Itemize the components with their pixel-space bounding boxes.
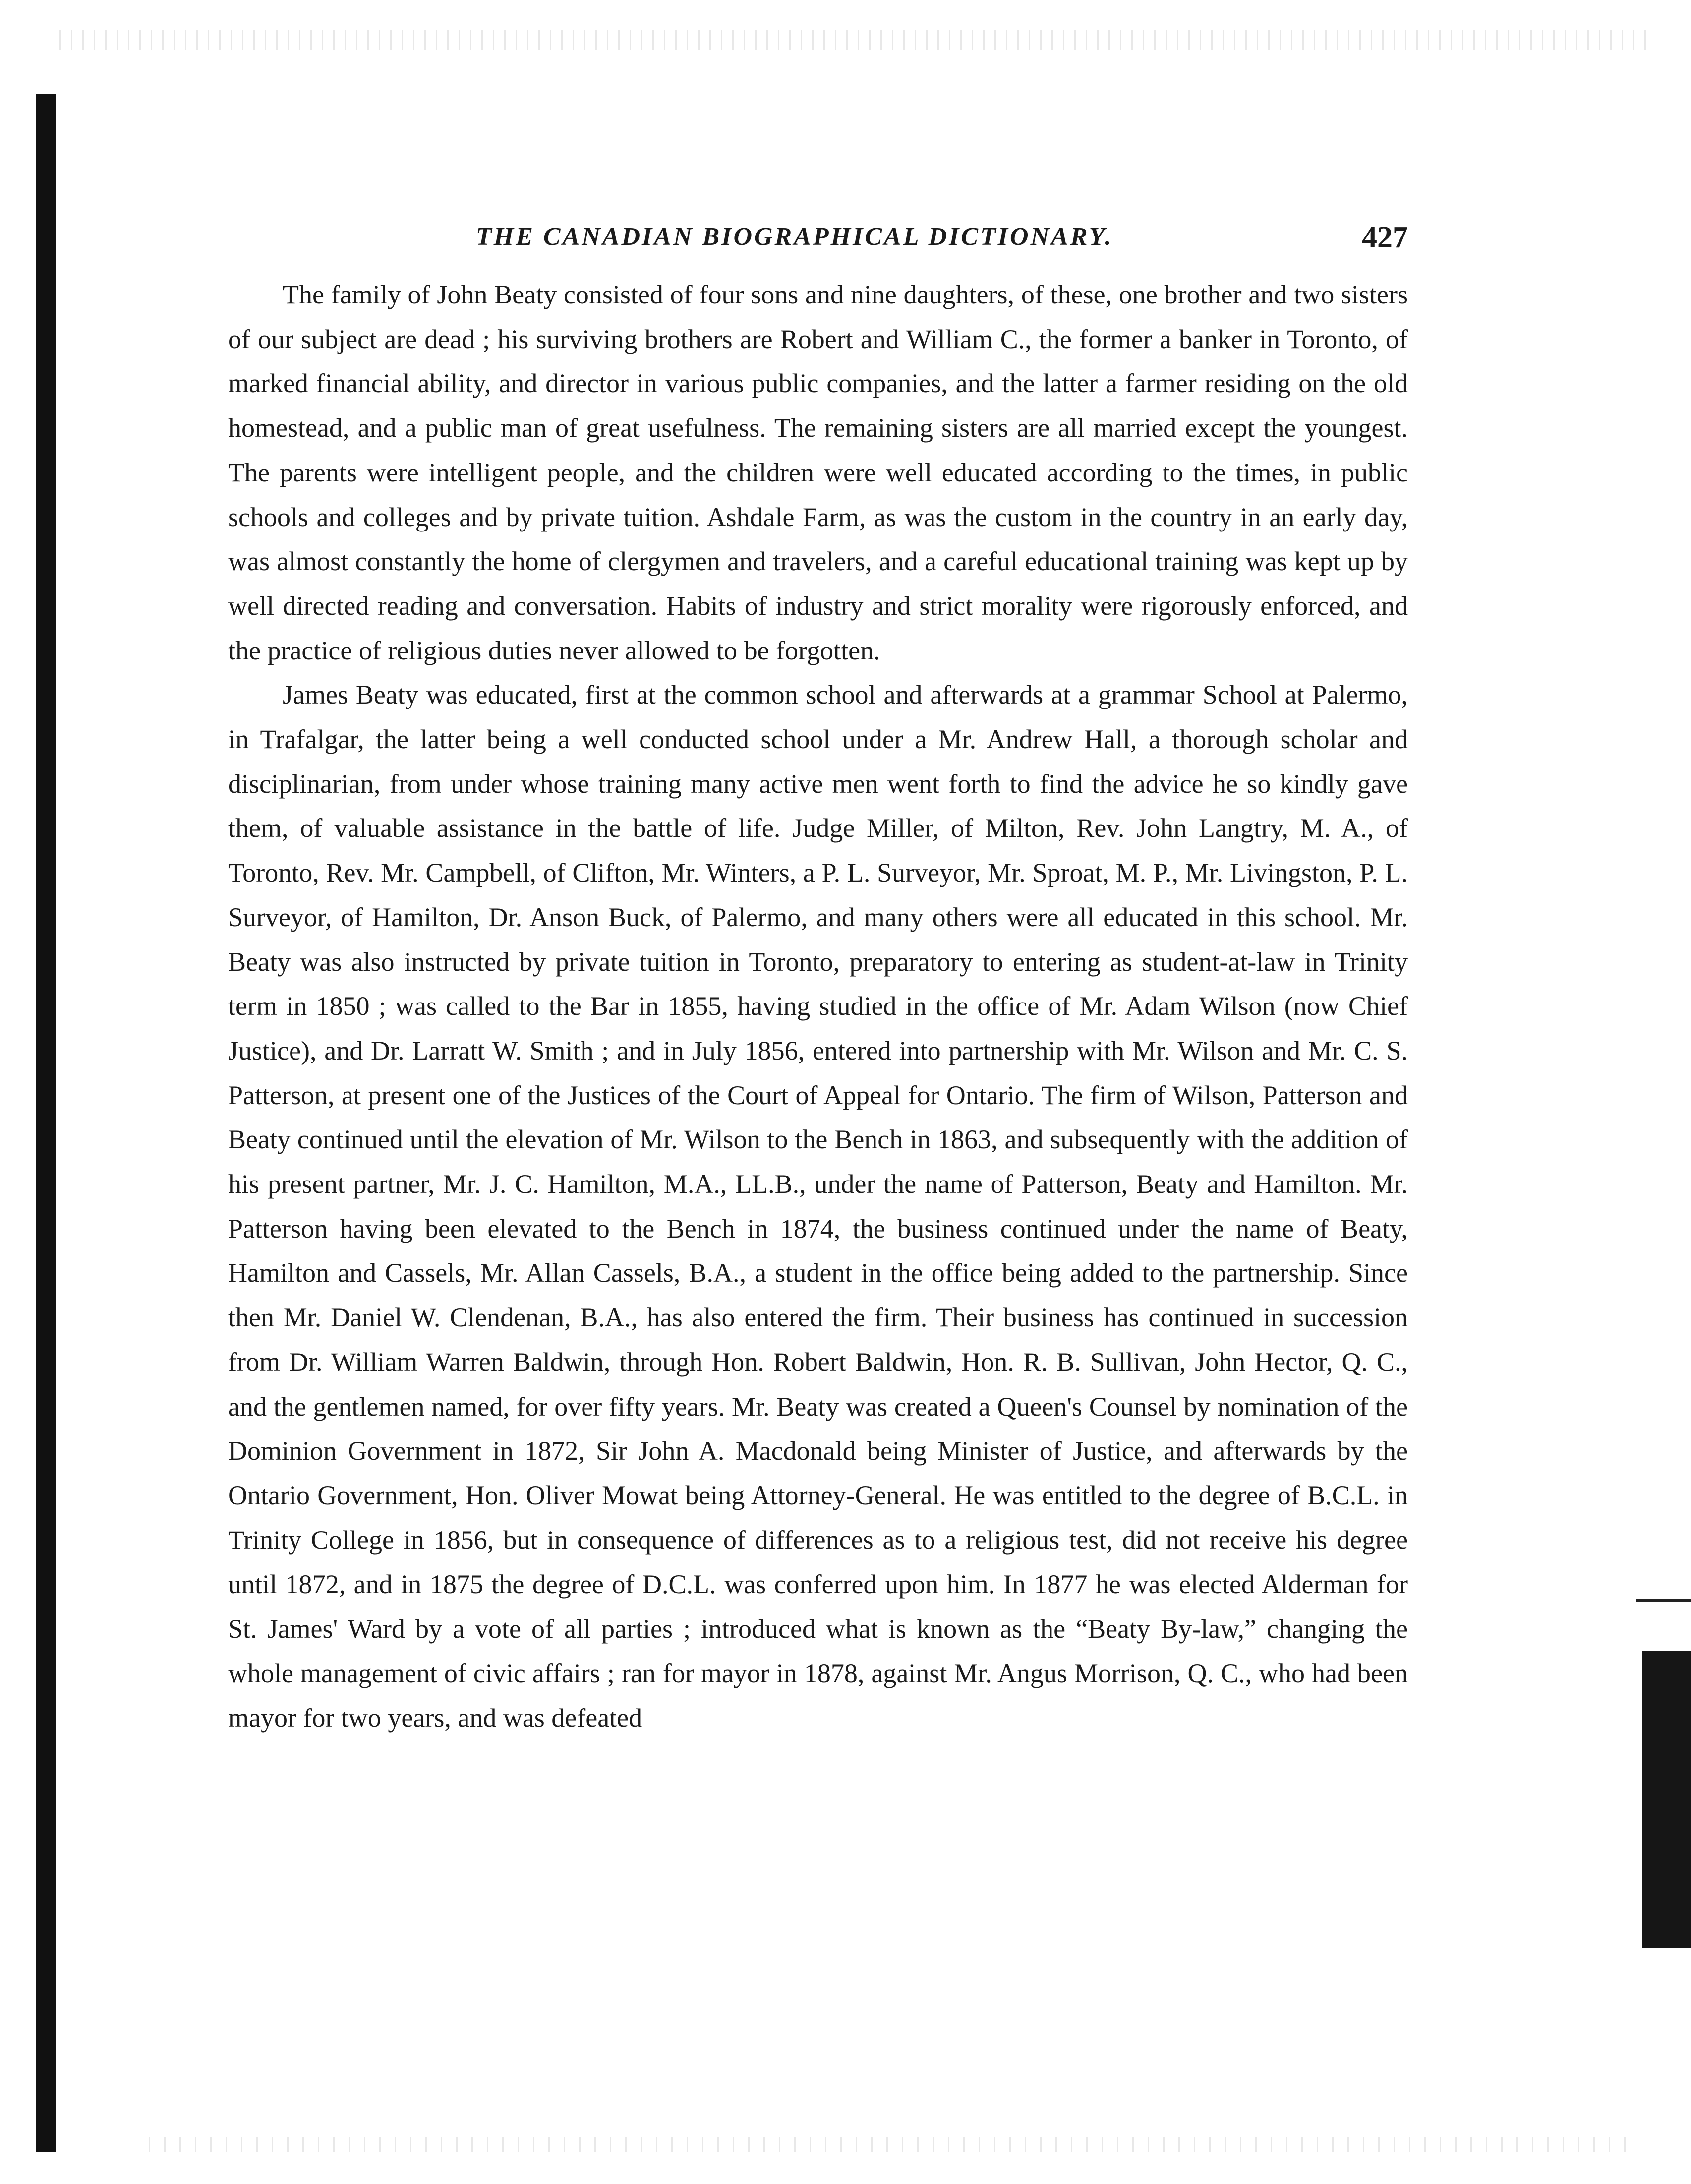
body-text <box>228 273 1408 1740</box>
paragraph-education-career: James Beaty was educated, first at the common school and afterwards at a grammar School at Palermo, in Trafalgar, the latter being a well conducted school under a Mr. Andrew Hall, a thorough scholar and disciplinarian, from under whose training many active men went forth to find the advice he so kindly gave them, of valuable assistance in the battle of life. Judge Miller, of Milton, Rev. John Langtry, M. A., of Toronto, Rev. Mr. Campbell, of Clifton, Mr. Winters, a P. L. Surveyor, Mr. Sproat, M. P., Mr. Livingston, P. L. Surveyor, of Hamilton, Dr. Anson Buck, of Palermo, and many others were all educated in this school. Mr. Beaty was also instructed by private tuition in Toronto, preparatory to entering as student-at-law in Trinity term in 1850 ; was called to the Bar in 1855, having studied in the office of Mr. Adam Wilson (now Chief Justice), and Dr. Larratt W. Smith ; and in July 1856, entered into partnership with Mr. Wilson and Mr. C. S. Patterson, at present one of the Justices of the Court of Appeal for Ontario. The firm of Wilson, Patterson and Beaty continued until the elevation of Mr. Wilson to the Bench in 1863, and subsequently with the addition of his present partner, Mr. J. C. Hamilton, M.A., LL.B., under the name of Patterson, Beaty and Hamilton. Mr. Patterson having been elevated to the Bench in 1874, the business continued under the name of Beaty, Hamilton and Cassels, Mr. Allan Cassels, B.A., a student in the office being added to the partnership. Since then Mr. Daniel W. Clendenan, B.A., has also entered the firm. Their business has continued in succession from Dr. William Warren Baldwin, through Hon. Robert Baldwin, Hon. R. B. Sullivan, John Hector, Q. C., and the gentlemen named, for over fifty years. Mr. Beaty was created a Queen's Counsel by nomination of the Dominion Government in 1872, Sir John A. Macdonald being Minister of Justice, and afterwards by the Ontario Government, Hon. Oliver Mowat being Attorney-General. He was entitled to the degree of B.C.L. in Trinity College in 1856, but in consequence of differences as to a religious test, did not receive his degree until 1872, and in 1875 the degree of D.C.L. was conferred upon him. In 1877 he was elected Alderman for St. James' Ward by a vote of all parties ; introduced what is known as the “Beaty By-law,” changing the whole management of civic affairs ; ran for mayor in 1878, against Mr. Angus Morrison, Q. C., who had been mayor for two years, and was defeated <box>228 680 1408 1733</box>
page-header <box>228 213 1408 268</box>
running-title: THE CANADIAN BIOGRAPHICAL DICTIONARY. <box>476 223 1113 251</box>
paragraph-family: The family of John Beaty consisted of four sons and nine daughters, of these, one brother and two sisters of our subject are dead ; his surviving brothers are Robert and William C., the former a banker in Toronto, of marked financial ability, and director in various public companies, and the latter a farmer residing on the old homestead, and a public man of great usefulness. The remaining sisters are all married except the youngest. The parents were intelligent people, and the children were well educated according to the times, in public schools and colleges and by private tuition. Ashdale Farm, as was the custom in the country in an early day, was almost constantly the home of clergymen and travelers, and a careful educational training was kept up by well directed reading and conversation. Habits of industry and strict morality were rigorously enforced, and the practice of religious duties never allowed to be forgotten. <box>228 280 1408 665</box>
scan-mark-line <box>1636 1599 1691 1602</box>
scan-edge-block <box>1642 1651 1691 1948</box>
scan-binding-edge <box>36 94 56 2152</box>
scan-speckle-bottom <box>149 2137 1636 2152</box>
scan-speckle-top <box>59 30 1646 50</box>
page-number: 427 <box>1362 221 1408 254</box>
